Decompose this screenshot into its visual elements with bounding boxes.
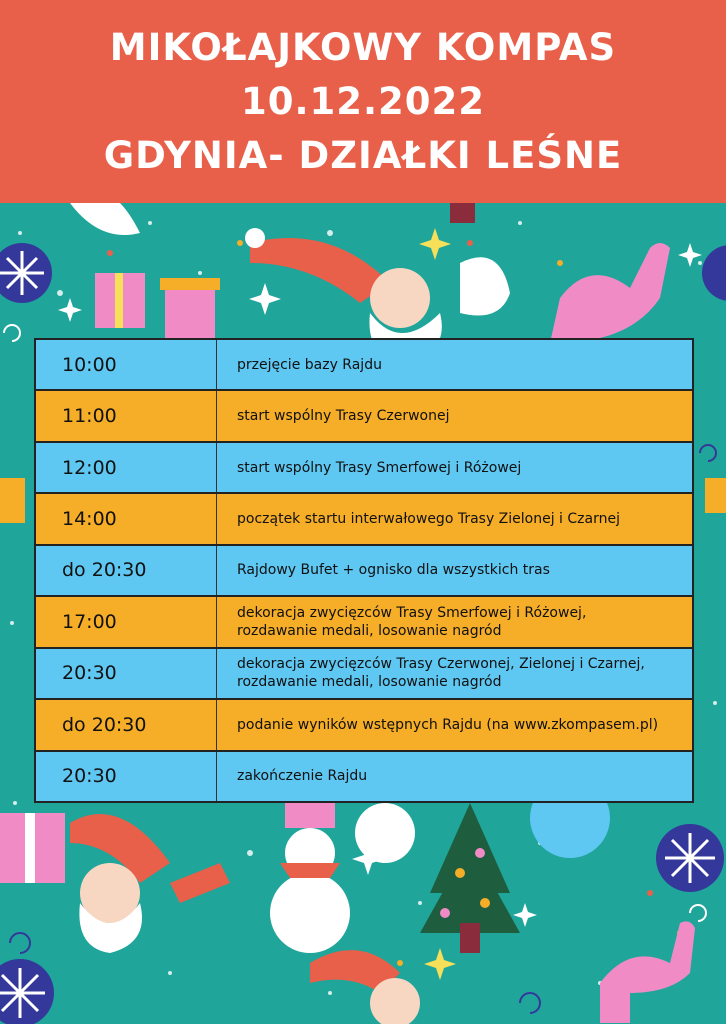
schedule-row — [36, 752, 692, 801]
schedule-row — [36, 546, 692, 597]
schedule-description: przejęcie bazy Rajdu — [237, 356, 382, 373]
schedule-row — [36, 340, 692, 391]
schedule-description: podanie wyników wstępnych Rajdu (na www.zkompasem.pl) — [237, 716, 659, 733]
schedule-table — [34, 338, 694, 803]
schedule-time: 17:00 — [36, 597, 217, 646]
schedule-time: 10:00 — [36, 340, 217, 389]
poster-location: GDYNIA- DZIAŁKI LEŚNE — [103, 133, 623, 177]
schedule-row — [36, 494, 692, 545]
schedule-time: 11:00 — [36, 391, 217, 440]
schedule-time: 14:00 — [36, 494, 217, 543]
schedule-row — [36, 391, 692, 442]
schedule-description: start wspólny Trasy Smerfowej i Różowej — [237, 459, 522, 476]
poster-title: MIKOŁAJKOWY KOMPAS — [109, 25, 617, 69]
poster-header — [0, 0, 726, 203]
schedule-time: do 20:30 — [36, 700, 217, 749]
schedule-row — [36, 649, 692, 700]
schedule-description: dekoracja zwycięzców Trasy Smerfowej i Różowej, rozdawanie medali, losowanie nagród — [237, 604, 587, 639]
schedule-description: zakończenie Rajdu — [237, 768, 368, 785]
schedule-description: początek startu interwałowego Trasy Zielonej i Czarnej — [237, 511, 620, 528]
schedule-row — [36, 597, 692, 648]
schedule-time: 12:00 — [36, 443, 217, 492]
poster-date: 10.12.2022 — [240, 79, 486, 123]
schedule-row — [36, 443, 692, 494]
schedule-time: 20:30 — [36, 649, 217, 698]
schedule-description: start wspólny Trasy Czerwonej — [237, 408, 450, 425]
schedule-time: do 20:30 — [36, 546, 217, 595]
schedule-row — [36, 700, 692, 751]
schedule-description: dekoracja zwycięzców Trasy Czerwonej, Zielonej i Czarnej, rozdawanie medali, losowanie nagród — [237, 656, 645, 691]
schedule-time: 20:30 — [36, 752, 217, 801]
schedule-description: Rajdowy Bufet + ognisko dla wszystkich tras — [237, 562, 550, 579]
